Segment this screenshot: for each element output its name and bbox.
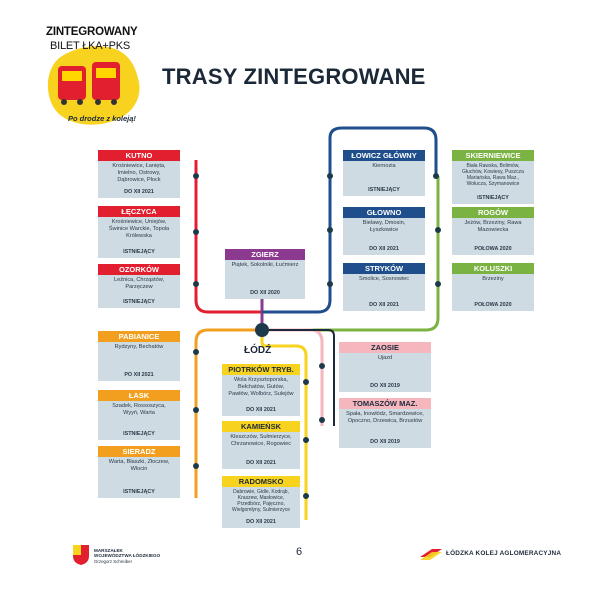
card-title: PABIANICE [98,331,180,342]
route-card-piotrkow [222,364,300,416]
card-title: ŁĘCZYCA [98,206,180,217]
card-title: SKIERNIEWICE [452,150,534,161]
route-card-lask [98,390,180,440]
card-towns: Kiernozia [372,163,396,169]
card-title: RADOMSKO [222,476,300,487]
card-title: STRYKÓW [343,263,425,274]
card-title: ZAOSIE [339,342,431,353]
card-status: DO XII 2021 [124,189,154,195]
page-title: TRASY ZINTEGROWANE [162,64,426,89]
footer-lka-name: ŁÓDZKA KOLEJ AGLOMERACYJNA [446,550,562,557]
card-title: PIOTRKÓW TRYB. [222,364,300,375]
footer-marshal [72,544,182,568]
card-towns: Szadek, Rossoszyca, Wyyń, Warta [112,403,166,416]
card-towns: Spała, Inowłódz, Smardzewice, Opoczno, Drzewica, Brzustów [346,411,424,424]
route-card-zgierz [225,249,305,299]
route-card-pabianice [98,331,180,381]
route-card-lowicz [343,150,425,196]
page-number: 6 [296,546,303,558]
card-status: ISTNIEJĄCY [123,489,155,495]
card-towns: Krośniewice, Łanięta, Imielno, Ostrowy, Dąbrowice, Płock [112,163,166,183]
route-card-zaosie [339,342,431,392]
route-card-tomaszow [339,398,431,448]
card-towns: Warta, Błaszki, Złoczew, Wlocin [108,459,170,472]
card-title: TOMASZÓW MAZ. [339,398,431,409]
card-title: KAMIEŃSK [222,421,300,432]
card-towns: Bielawy, Dmosin, Łyszkowice [362,220,406,233]
card-status: DO XII 2021 [369,246,399,252]
logo-line1: ZINTEGROWANY [46,26,138,38]
hub-stop [255,323,269,337]
card-towns: Brzeziny [482,276,504,282]
route-card-kutno [98,150,180,198]
card-title: KOLUSZKI [452,263,534,274]
card-status: ISTNIEJĄCY [477,195,509,201]
card-status: DO XII 2019 [370,439,400,445]
card-title: ZGIERZ [225,249,305,260]
card-status: DO XII 2020 [250,290,280,296]
route-card-strykow [343,263,425,311]
card-status: ISTNIEJĄCY [368,187,400,193]
route-card-rogow [452,207,534,255]
card-towns: Rydzyny, Bechatów [114,344,164,350]
card-title: ŁOWICZ GŁÓWNY [343,150,425,161]
card-title: KUTNO [98,150,180,161]
card-towns: Piątek, Sokolniki, Łućmierz [231,262,299,268]
route-card-glowno [343,207,425,255]
route-card-radomsko [222,476,300,528]
card-title: ROGÓW [452,207,534,218]
card-title: OZORKÓW [98,264,180,275]
card-towns: Krośniewice, Uniejów, Świnice Warckie, Topola Królewska [108,219,170,239]
card-status: ISTNIEJĄCY [123,431,155,437]
route-card-ozorkow [98,264,180,308]
coat-of-arms-icon [72,544,90,566]
route-card-leczyca [98,206,180,258]
card-status: DO XII 2021 [246,519,276,525]
card-towns: Biała Rawska, Bolimów, Głuchów, Kowiesy, Puszcza Mariańska, Rawa Maz., Wołucza, Szymanowice [462,163,524,187]
card-status: ISTNIEJĄCY [123,299,155,305]
card-towns: Leźnica, Chrząstów, Parzęczew [113,277,165,290]
logo-line2: BILET ŁKA+PKS [50,40,131,52]
card-towns: Ujazd [377,355,393,361]
card-status: PO XII 2021 [124,372,154,378]
footer-marshal-title: MARSZAŁEK [94,548,123,553]
card-title: GŁOWNO [343,207,425,218]
card-status: DO XII 2021 [369,302,399,308]
route-line-red [196,160,262,330]
card-status: DO XII 2021 [246,460,276,466]
footer-marshal-name: Grzegorz Schreiber [94,559,133,564]
card-towns: Wola Krzysztoporska, Bełchatów, Gutów, Pawłów, Wolbórz, Sulejów [228,377,294,397]
route-card-sieradz [98,446,180,498]
lka-logo-icon [420,547,442,561]
card-towns: Dabrowie, Gidle, Kodrąb, Kraszew, Masłowice, Przedbórz, Pajęczno, Wielgomłyny, Sulmierzyce [232,489,290,513]
route-card-koluszki [452,263,534,311]
footer-lka [420,544,570,564]
card-towns: Kleszczów, Sulmierzyce, Chrzanowice, Rogowiec [230,434,292,447]
card-status: DO XII 2021 [246,407,276,413]
card-title: ŁASK [98,390,180,401]
logo-slogan: Po drodze z koleją! [68,114,136,123]
hub-label: ŁÓDŹ [244,345,272,356]
card-status: DO XII 2019 [370,383,400,389]
card-status: POŁOWA 2020 [474,246,512,252]
route-card-skierniewice [452,150,534,204]
card-towns: Smolice, Sosnowiec [358,276,410,282]
card-status: ISTNIEJĄCY [123,249,155,255]
card-status: POŁOWA 2020 [474,302,512,308]
footer-marshal-region: WOJEWÓDZTWA ŁÓDZKIEGO [94,553,161,558]
card-title: SIERADZ [98,446,180,457]
route-card-kamiensk [222,421,300,469]
card-towns: Jeżów, Brzeziny, Rawa Mazowiecka [464,220,522,233]
